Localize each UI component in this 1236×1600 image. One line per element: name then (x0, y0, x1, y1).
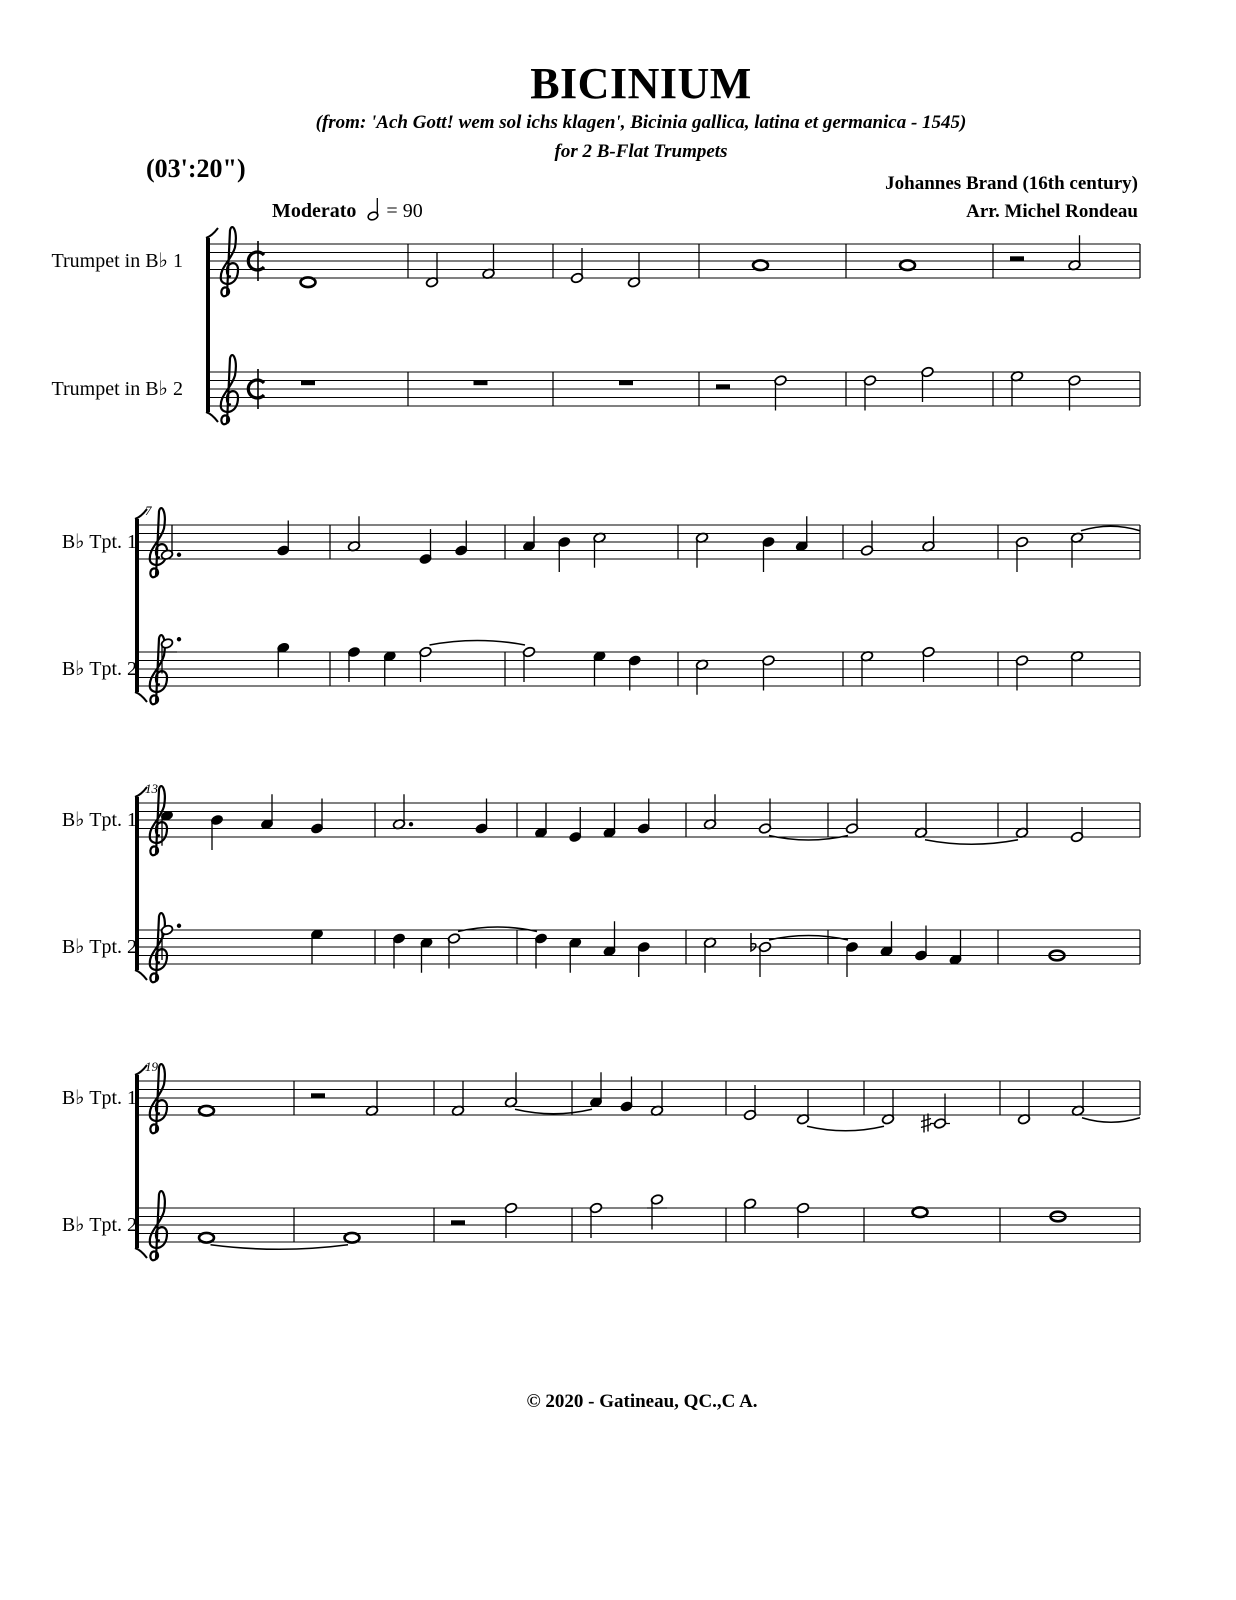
system-2 (62, 503, 1140, 704)
tie (1081, 526, 1140, 531)
tie (769, 836, 848, 841)
half-rest-icon (451, 1220, 465, 1225)
tie (211, 1245, 349, 1250)
staff-part-2 (62, 635, 1140, 704)
staff-part-1 (62, 786, 1140, 855)
system-1 (52, 227, 1141, 424)
bracket-hook (135, 970, 147, 980)
staff-part-2 (52, 355, 1141, 424)
staff-part-1 (52, 227, 1141, 296)
half-rest-icon (311, 1093, 325, 1098)
treble-clef-icon (150, 913, 167, 982)
tie (458, 927, 537, 932)
whole-rest-icon (301, 381, 315, 386)
whole-note-head (900, 260, 915, 270)
system-4 (62, 1059, 1140, 1260)
tie (1082, 1118, 1140, 1123)
measure-number: 19 (145, 1059, 158, 1074)
flat-icon (751, 933, 756, 951)
bracket-hook (135, 1248, 147, 1258)
half-rest-icon (1010, 256, 1024, 261)
treble-clef-icon (221, 355, 238, 424)
system-3 (62, 781, 1140, 982)
instrumentation: for 2 B-Flat Trumpets (554, 141, 728, 162)
part-label: B♭ Tpt. 2 (61, 1214, 137, 1236)
staff-part-1 (62, 508, 1140, 577)
tie (515, 1109, 592, 1114)
arranger: Arr. Michel Rondeau (966, 201, 1138, 222)
whole-note-head (753, 260, 768, 270)
dot (177, 637, 181, 641)
tempo-value: = 90 (386, 200, 423, 222)
sharp-icon (921, 1114, 931, 1133)
half-rest-icon (716, 384, 730, 389)
dot (177, 924, 181, 928)
whole-rest-icon (474, 381, 488, 386)
treble-clef-icon (150, 786, 167, 855)
measure-number: 7 (145, 503, 152, 518)
dot (177, 553, 181, 557)
whole-rest-icon (619, 381, 633, 386)
treble-clef-icon (150, 508, 167, 577)
tie (807, 1126, 884, 1131)
whole-note-head (913, 1207, 928, 1217)
whole-note-head (301, 277, 316, 287)
bracket-hook (135, 692, 147, 702)
treble-clef-icon (221, 227, 238, 296)
part-label: B♭ Tpt. 1 (61, 531, 137, 553)
part-label: B♭ Tpt. 1 (61, 809, 137, 831)
tie (769, 936, 848, 941)
staff-part-1 (62, 1064, 1140, 1133)
composer: Johannes Brand (16th century) (885, 173, 1138, 194)
duration: (03':20") (146, 154, 246, 183)
tie (430, 641, 526, 646)
bracket-hook (206, 412, 218, 422)
whole-note-head (199, 1233, 214, 1243)
dot (409, 822, 413, 826)
part-label: Trumpet in B♭ 1 (51, 250, 183, 272)
part-label: B♭ Tpt. 2 (61, 936, 137, 958)
whole-note-head (199, 1106, 214, 1116)
treble-clef-icon (150, 1064, 167, 1133)
part-label: B♭ Tpt. 2 (61, 658, 137, 680)
page-title: BICINIUM (530, 59, 752, 108)
subtitle: (from: 'Ach Gott! wem sol ichs klagen', Bicinia gallica, latina et germanica - 1545) (315, 112, 967, 133)
staff-part-2 (62, 1191, 1140, 1260)
tie (925, 840, 1018, 845)
part-label: B♭ Tpt. 1 (61, 1087, 137, 1109)
bracket-hook (206, 228, 218, 238)
staff-part-2 (62, 913, 1140, 982)
copyright: © 2020 - Gatineau, QC.,C A. (526, 1391, 758, 1412)
treble-clef-icon (150, 1191, 167, 1260)
system-bracket (206, 238, 210, 412)
whole-note-head (345, 1233, 360, 1243)
measure-number: 13 (145, 781, 158, 796)
tempo-label: Moderato (272, 200, 357, 222)
part-label: Trumpet in B♭ 2 (51, 378, 183, 400)
